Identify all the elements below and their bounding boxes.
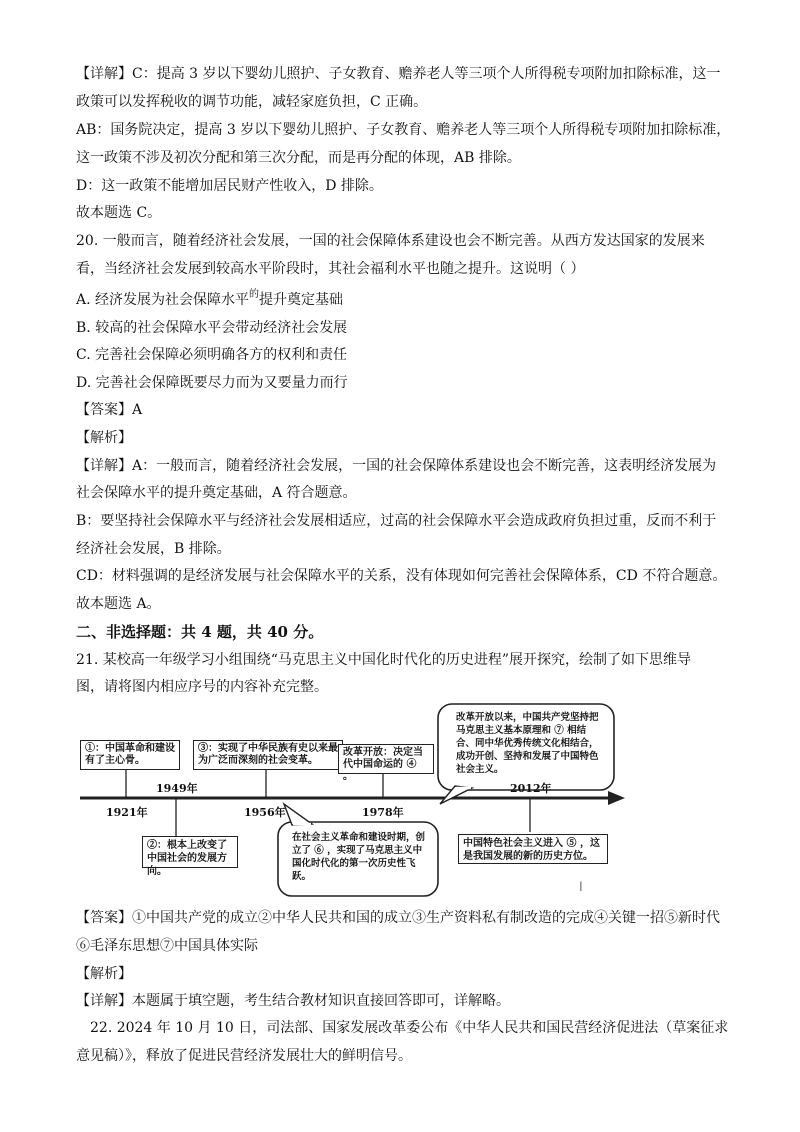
q19-ab: AB：国务院决定，提高 3 岁以下婴幼儿照护、子女教育、赡养老人等三项个人所得税专项附加扣除标准， xyxy=(76,122,731,138)
q20-b: B：要坚持社会保障水平与经济社会发展相适应，过高的社会保障水平会造成政府负担过重，反而不利于 xyxy=(76,513,717,529)
q21-stem-2: 图，请将图内相应序号的内容补充完整。 xyxy=(76,679,328,695)
q20-b-cont: 经济社会发展，B 排除。 xyxy=(76,541,231,557)
year-1956: 1956年 xyxy=(244,806,286,819)
q19-ab-cont: 这一政策不涉及初次分配和第三次分配，而是再分配的体现，AB 排除。 xyxy=(76,150,521,166)
q19-conclusion: 故本题选 C。 xyxy=(76,205,162,221)
box-7: 中国特色社会主义进入 ⑤ ，这是我国发展的新的历史方位。 xyxy=(458,834,608,864)
box-2: ②：根本上改变了中国社会的发展方向。 xyxy=(142,836,238,868)
q21-analysis: 【解析】 xyxy=(76,966,132,982)
q20-option-a-text: A. 经济发展为社会保障水平 xyxy=(76,292,250,308)
q19-d: D：这一政策不能增加居民财产性收入，D 排除。 xyxy=(76,178,383,194)
box-1: ①：中国革命和建设有了主心骨。 xyxy=(80,740,180,770)
q20-analysis: 【解析】 xyxy=(76,430,132,446)
mind-map-diagram xyxy=(80,700,640,900)
q20-option-b: B. 较高的社会保障水平会带动经济社会发展 xyxy=(76,320,348,336)
q19-detail-cont: 政策可以发挥税收的调节功能，减轻家庭负担，C 正确。 xyxy=(76,94,428,110)
q21-stem-1: 21. 某校高一年级学习小组围绕“马克思主义中国化时代化的历史进程”展开探究，绘制了如下思维导 xyxy=(76,652,692,668)
q20-option-a-text-2: 提升奠定基础 xyxy=(259,292,344,308)
box-4: 改革开放：决定当代中国命运的 ④ 。 xyxy=(338,744,434,774)
q22-stem-2: 意见稿）》，释放了促进民营经济发展壮大的鲜明信号。 xyxy=(76,1048,412,1064)
box-6: 改革开放以来，中国共产党坚持把马克思主义基本原理和 ⑦ 相结合、同中华优秀传统文化相结合，成功开创、坚持和发展了中国特色社会主义。 xyxy=(456,712,599,775)
year-1921: 1921年 xyxy=(106,806,148,819)
year-1978: 1978年 xyxy=(362,806,404,819)
box-3: ③：实现了中华民族有史以来最为广泛而深刻的社会变革。 xyxy=(193,740,343,770)
q19-detail: 【详解】C：提高 3 岁以下婴幼儿照护、子女教育、赡养老人等三项个人所得税专项附加扣除标准，这一 xyxy=(76,66,721,82)
q20-answer: 【答案】A xyxy=(76,402,143,418)
box-5: 在社会主义革命和建设时期，创立了 ⑥ ，实现了马克思主义中国化时代化的第一次历史性飞跃。 xyxy=(292,832,426,882)
q20-cd: CD：材料强调的是经济发展与社会保障水平的关系，没有体现如何完善社会保障体系，CD 不符合题意。 xyxy=(76,568,727,584)
q20-option-a-sup: 的 xyxy=(249,289,260,300)
q22-stem-1: 22. 2024 年 10 月 10 日，司法部、国家发展改革委公布《中华人民共和国民营经济促进法（草案征求 xyxy=(90,1020,729,1036)
q21-answer-1: 【答案】①中国共产党的成立②中华人民共和国的成立③生产资料私有制改造的完成④关键一招⑤新时代 xyxy=(76,910,720,926)
section-heading: 二、非选择题：共 4 题，共 40 分。 xyxy=(76,623,324,641)
timeline-arrowhead xyxy=(608,791,625,805)
q21-detail: 【详解】本题属于填空题，考生结合教材知识直接回答即可，详解略。 xyxy=(76,993,510,1009)
q20-option-a xyxy=(76,290,726,312)
q20-detail: 【详解】A：一般而言，随着经济社会发展，一国的社会保障体系建设也会不断完善，这表明经济发展为 xyxy=(76,458,717,474)
q20-option-d: D. 完善社会保障既要尽力而为又要量力而行 xyxy=(76,375,348,391)
year-1949: 1949年 xyxy=(156,782,198,795)
q20-option-c: C. 完善社会保障必须明确各方的权利和责任 xyxy=(76,347,348,363)
q21-answer-2: ⑥毛泽东思想⑦中国具体实际 xyxy=(76,938,258,954)
year-2012: 2012年 xyxy=(510,782,552,795)
q20-stem-2: 看，当经济社会发展到较高水平阶段时，其社会福利水平也随之提升。这说明（ ） xyxy=(76,261,585,277)
stray-mark: ╷ xyxy=(576,872,586,891)
q20-stem-1: 20. 一般而言，随着经济社会发展，一国的社会保障体系建设也会不断完善。从西方发达国家的发展来 xyxy=(76,233,705,249)
q20-conclusion: 故本题选 A。 xyxy=(76,596,161,612)
q20-detail-cont: 社会保障水平的提升奠定基础，A 符合题意。 xyxy=(76,485,357,501)
